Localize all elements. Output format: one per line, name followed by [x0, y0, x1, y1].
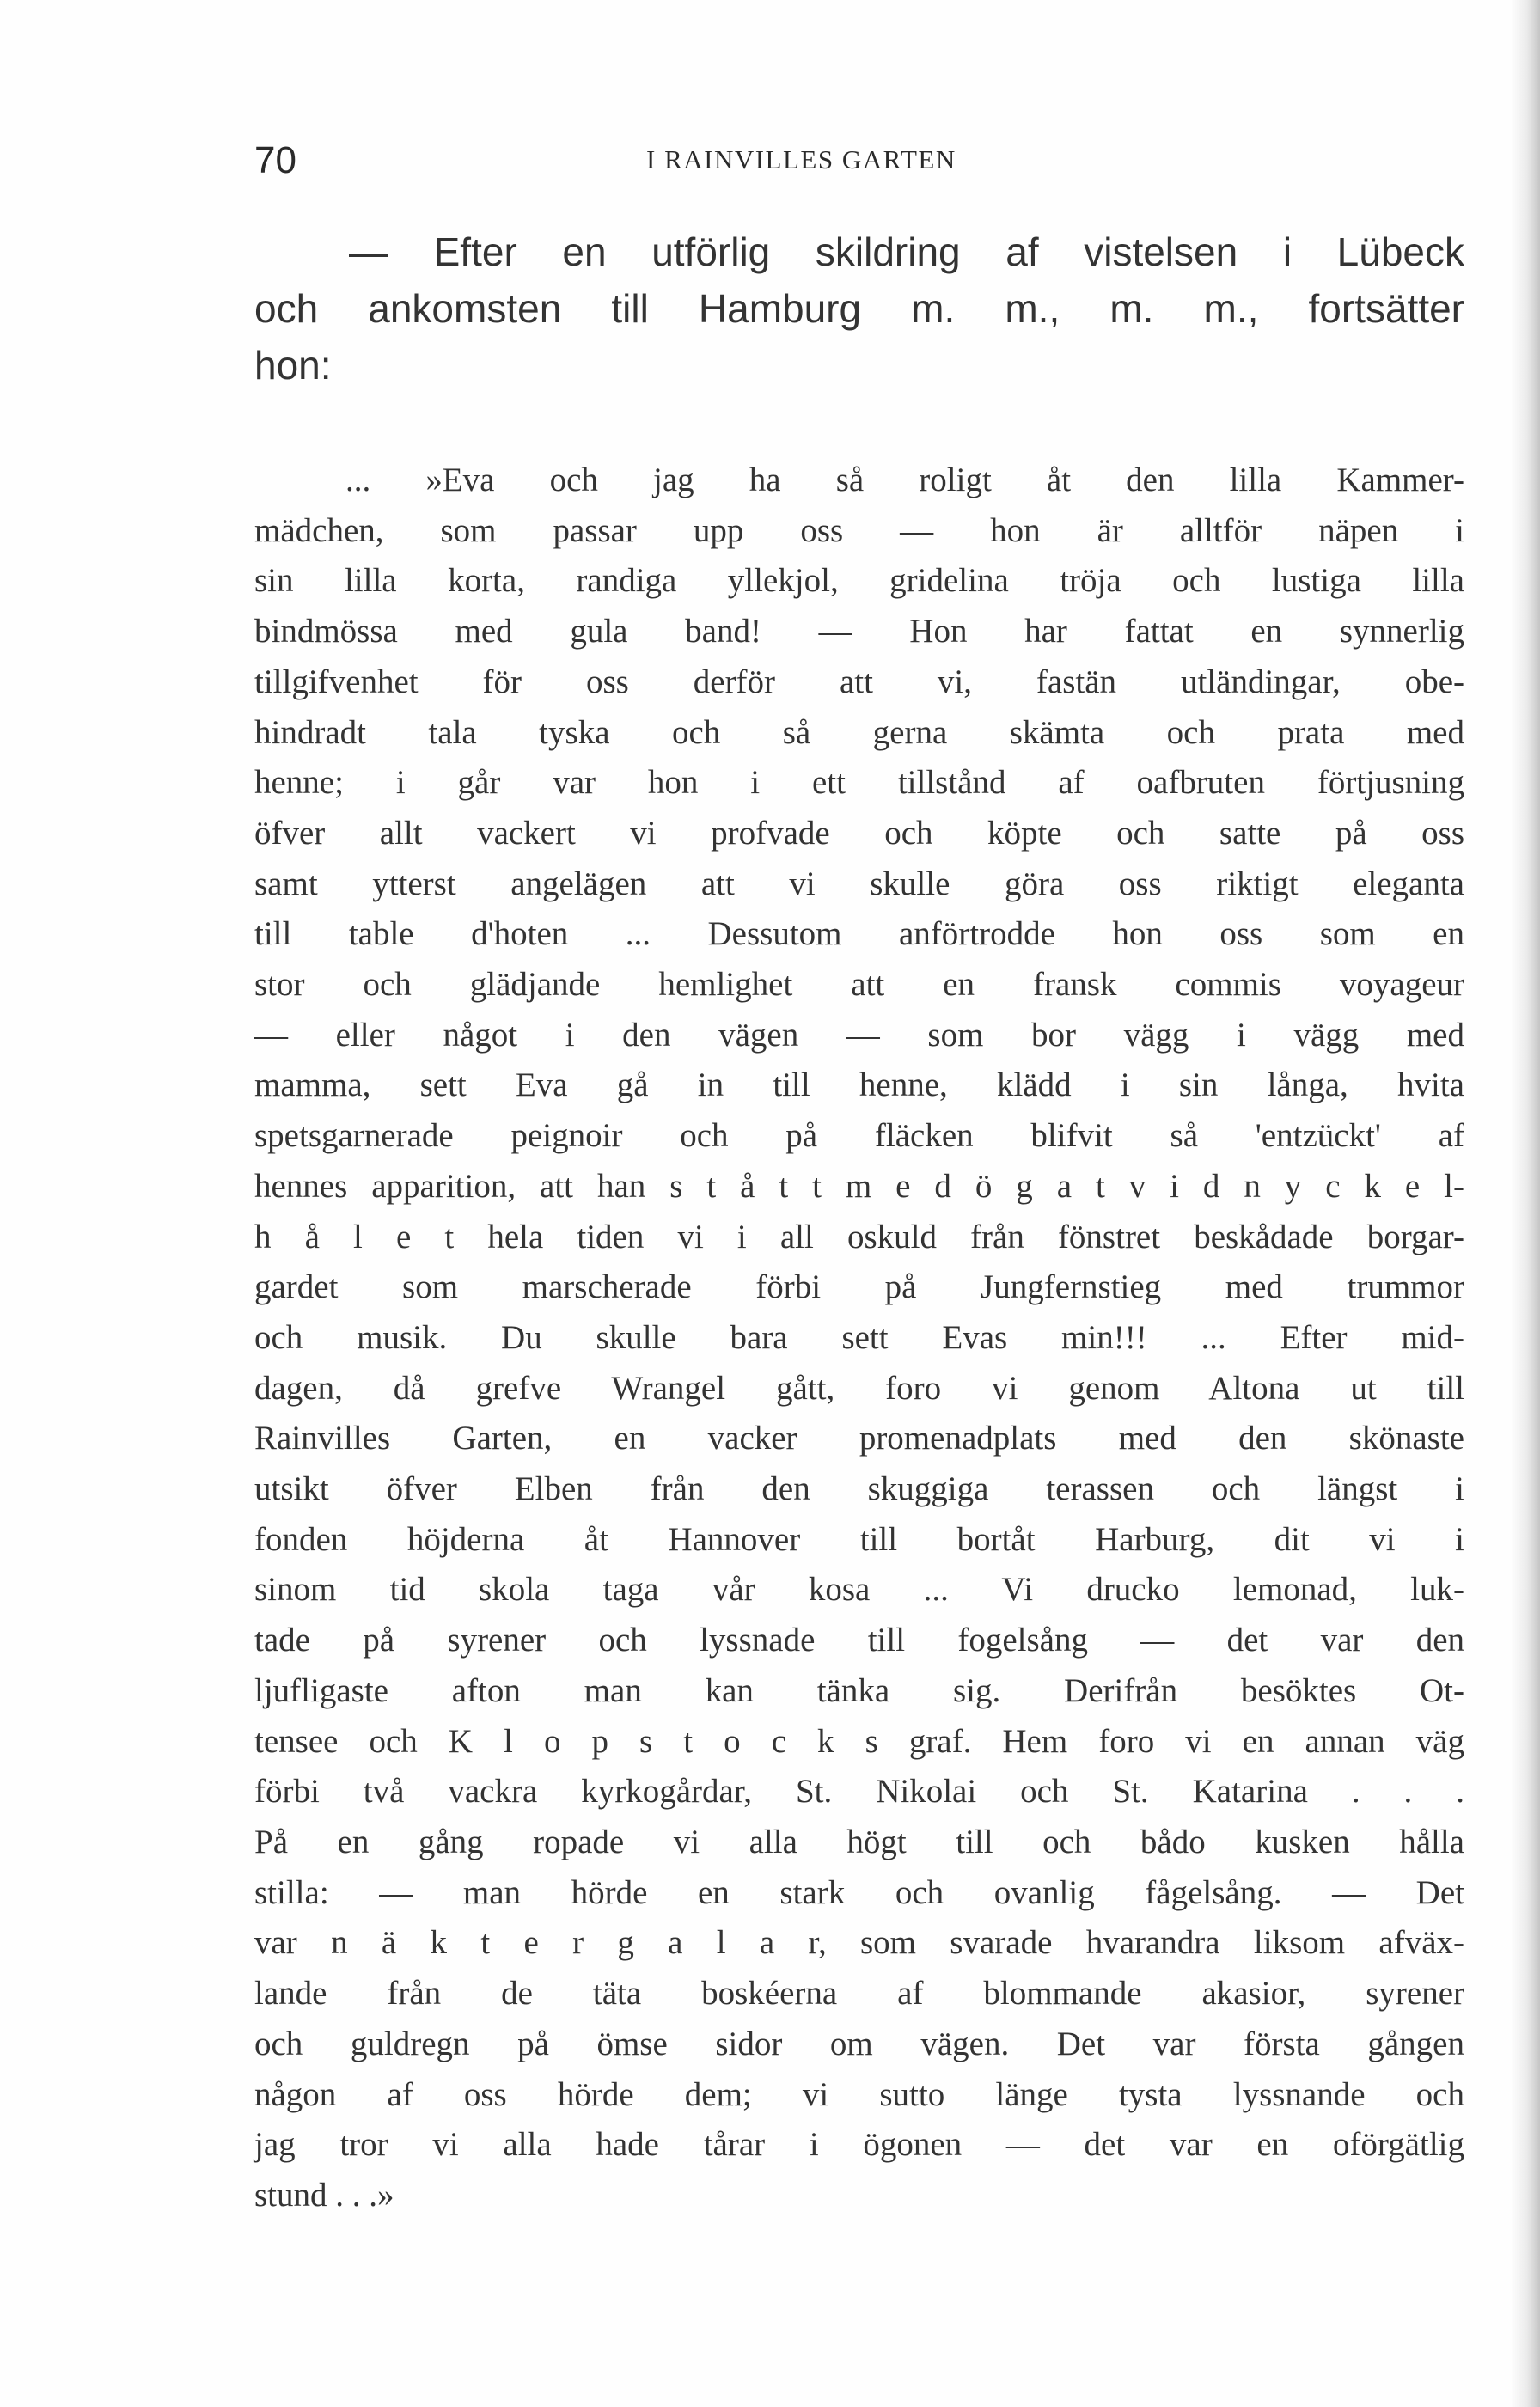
body-line: sin lilla korta, randiga yllekjol, gridelina tröja och lustiga lilla [254, 562, 1464, 600]
page-number: 70 [254, 139, 296, 181]
body-line: jag tror vi alla hade tårar i ögonen — det var en oförgätlig [254, 2126, 1464, 2164]
body-line: och musik. Du skulle bara sett Evas min!!! ... Efter mid- [254, 1318, 1464, 1356]
body-line: utsikt öfver Elben från den skuggiga terassen och längst i [254, 1470, 1464, 1508]
body-line: ljufligaste afton man kan tänka sig. Derifrån besöktes Ot- [254, 1671, 1464, 1709]
letter-quotation [254, 455, 1464, 2221]
body-line: stor och glädjande hemlighet att en fransk commis voyageur [254, 966, 1464, 1004]
body-line: mädchen, som passar upp oss — hon är alltför näpen i [254, 511, 1464, 549]
body-line: stilla: — man hörde en stark och ovanlig fågelsång. — Det [254, 1873, 1464, 1911]
body-line: tade på syrener och lyssnade till fogelsång — det var den [254, 1622, 1464, 1659]
body-line: Rainvilles Garten, en vacker promenadplats med den skönaste [254, 1420, 1464, 1457]
body-line: stund . . .» [254, 2176, 394, 2214]
body-line: gardet som marscherade förbi på Jungfernstieg med trummor [254, 1268, 1464, 1306]
page-header [254, 139, 1461, 191]
body-line: hindradt tala tyska och så gerna skämta och prata med [254, 713, 1464, 751]
body-line: och guldregn på ömse sidor om vägen. Det var första gången [254, 2025, 1464, 2062]
running-title: I RAINVILLES GARTEN [646, 144, 956, 174]
body-line: någon af oss hörde dem; vi sutto länge tysta lyssnande och [254, 2075, 1464, 2113]
body-line: h å l e t hela tiden vi i all oskuld från fönstret beskådade borgar- [254, 1218, 1464, 1255]
intro-line: hon: [254, 343, 332, 388]
body-line: sinom tid skola taga vår kosa ... Vi drucko lemonad, luk- [254, 1571, 1464, 1609]
body-line: hennes apparition, att han s t å t t m e d ö g a t v i d n y c k e l- [254, 1167, 1464, 1205]
body-line: mamma, sett Eva gå in till henne, klädd i sin långa, hvita [254, 1066, 1464, 1104]
intro-line: och ankomsten till Hamburg m. m., m. m., fortsätter [254, 286, 1464, 331]
body-line: ... »Eva och jag ha så roligt åt den lilla Kammer- [345, 461, 1464, 498]
body-line: tensee och K l o p s t o c k s graf. Hem foro vi en annan väg [254, 1722, 1464, 1760]
body-line: På en gång ropade vi alla högt till och bådo kusken hålla [254, 1823, 1464, 1860]
page-edge-shadow [1511, 0, 1540, 2407]
body-line: henne; i går var hon i ett tillstånd af oafbruten förtjusning [254, 764, 1464, 802]
intro-line: — Efter en utförlig skildring af vistelsen i Lübeck [349, 229, 1464, 274]
body-line: förbi två vackra kyrkogårdar, St. Nikolai och St. Katarina . . . [254, 1773, 1464, 1811]
body-line: var n ä k t e r g a l a r, som svarade hvarandra liksom afväx- [254, 1924, 1464, 1962]
body-line: spetsgarnerade peignoir och på fläcken blifvit så 'entzückt' af [254, 1117, 1464, 1155]
body-line: — eller något i den vägen — som bor vägg i vägg med [254, 1016, 1464, 1054]
body-line: fonden höjderna åt Hannover till bortåt Harburg, dit vi i [254, 1520, 1464, 1558]
body-line: dagen, då grefve Wrangel gått, foro vi genom Altona ut till [254, 1369, 1464, 1407]
body-line: öfver allt vackert vi profvade och köpte och satte på oss [254, 814, 1464, 852]
body-line: bindmössa med gula band! — Hon har fattat en synnerlig [254, 613, 1464, 651]
body-line: lande från de täta boskéerna af blommande akasior, syrener [254, 1975, 1464, 2013]
body-line: till table d'hoten ... Dessutom anförtrodde hon oss som en [254, 915, 1464, 953]
intro-paragraph [254, 223, 1464, 394]
body-line: tillgifvenhet för oss derför att vi, fastän utländingar, obe- [254, 663, 1464, 700]
body-line: samt ytterst angelägen att vi skulle göra oss riktigt eleganta [254, 864, 1464, 902]
